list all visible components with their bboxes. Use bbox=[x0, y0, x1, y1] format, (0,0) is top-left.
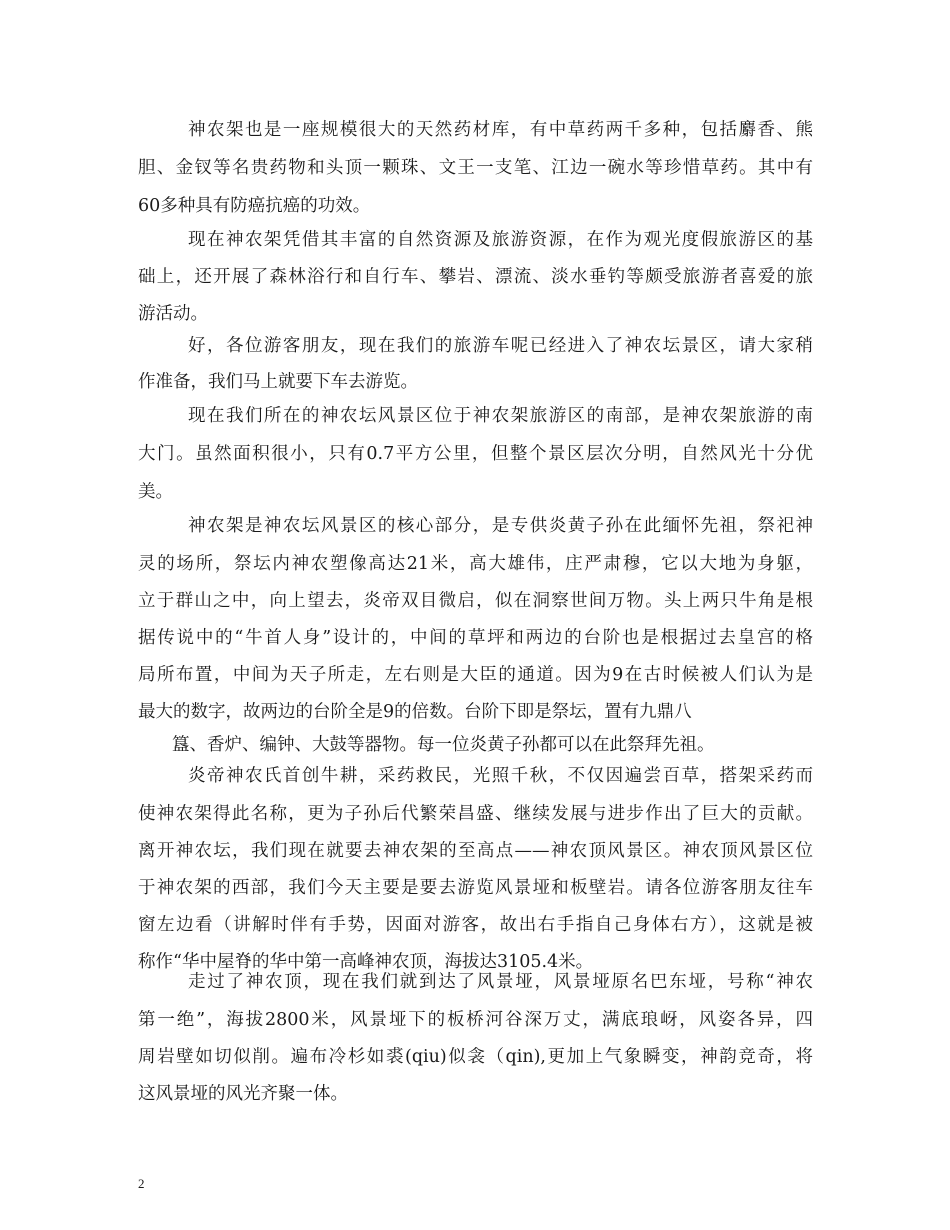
page-number: 2 bbox=[138, 1176, 145, 1191]
text-line: 簋、香炉、编钟、大鼓等器物。每一位炎黄子孙都可以在此祭拜先祖。 bbox=[172, 735, 715, 755]
text-line: 局所布置，中间为天子所走，左右则是大臣的通道。因为9在古时候被人们认为是 bbox=[138, 665, 813, 685]
text-line: 窗左边看（讲解时伴有手势，因面对游客，故出右手指自己身体右方），这就是被 bbox=[138, 915, 813, 935]
text-line: 神农架也是一座规模很大的天然药材库，有中草药两千多种，包括麝香、熊 bbox=[188, 120, 813, 140]
text-line: 现在我们所在的神农坛风景区位于神农架旅游区的南部，是神农架旅游的南 bbox=[188, 406, 813, 426]
text-line: 础上，还开展了森林浴行和自行车、攀岩、漂流、淡水垂钓等颇受旅游者喜爱的旅 bbox=[138, 267, 813, 287]
text-line: 离开神农坛，我们现在就要去神农架的至高点——神农顶风景区。神农顶风景区位 bbox=[138, 841, 813, 861]
text-line: 大门。虽然面积很小，只有0.7平方公里，但整个景区层次分明，自然风光十分优 bbox=[138, 444, 813, 464]
text-line: 作准备，我们马上就要下车去游览。 bbox=[138, 372, 418, 392]
text-line: 周岩壁如切似削。遍布冷杉如裘(qiu)似衾（qin),更加上气象瞬变，神韵竞奇，将 bbox=[138, 1047, 813, 1067]
text-line: 于神农架的西部，我们今天主要是要去游览风景垭和板壁岩。请各位游客朋友往车 bbox=[138, 878, 813, 898]
text-line: 走过了神农顶，现在我们就到达了风景垭，风景垭原名巴东垭，号称“神农 bbox=[188, 972, 813, 992]
text-line: 好，各位游客朋友，现在我们的旅游车呢已经进入了神农坛景区，请大家稍 bbox=[188, 336, 813, 356]
text-line: 60多种具有防癌抗癌的功效。 bbox=[138, 196, 371, 216]
text-line: 胆、金钗等名贵药物和头顶一颗珠、文王一支笔、江边一碗水等珍惜草药。其中有 bbox=[138, 158, 813, 178]
text-line: 第一绝”，海拔2800米，风景垭下的板桥河谷深万丈，满底琅岈，风姿各异，四 bbox=[138, 1010, 813, 1030]
text-line: 据传说中的“牛首人身”设计的，中间的草坪和两边的台阶也是根据过去皇宫的格 bbox=[138, 628, 813, 648]
text-line: 游活动。 bbox=[138, 304, 208, 324]
text-line: 称作“华中屋脊的华中第一高峰神农顶，海拔达3105.4米。 bbox=[138, 952, 594, 972]
text-line: 灵的场所，祭坛内神农塑像高达21米，高大雄伟，庄严肃穆，它以大地为身躯， bbox=[138, 554, 813, 574]
text-line: 美。 bbox=[138, 482, 173, 502]
text-line: 最大的数字，故两边的台阶全是9的倍数。台阶下即是祭坛，置有九鼎八 bbox=[138, 702, 692, 722]
text-line: 神农架是神农坛风景区的核心部分，是专供炎黄子孙在此缅怀先祖，祭祀神 bbox=[188, 516, 813, 536]
text-line: 现在神农架凭借其丰富的自然资源及旅游资源，在作为观光度假旅游区的基 bbox=[188, 230, 813, 250]
text-line: 使神农架得此名称，更为子孙后代繁荣昌盛、继续发展与进步作出了巨大的贡献。 bbox=[138, 804, 813, 824]
text-line: 立于群山之中，向上望去，炎帝双目微启，似在洞察世间万物。头上两只牛角是根 bbox=[138, 591, 813, 611]
text-line: 炎帝神农氏首创牛耕，采药救民，光照千秋，不仅因遍尝百草，搭架采药而 bbox=[188, 766, 813, 786]
text-line: 这风景垭的风光齐聚一体。 bbox=[138, 1084, 348, 1104]
